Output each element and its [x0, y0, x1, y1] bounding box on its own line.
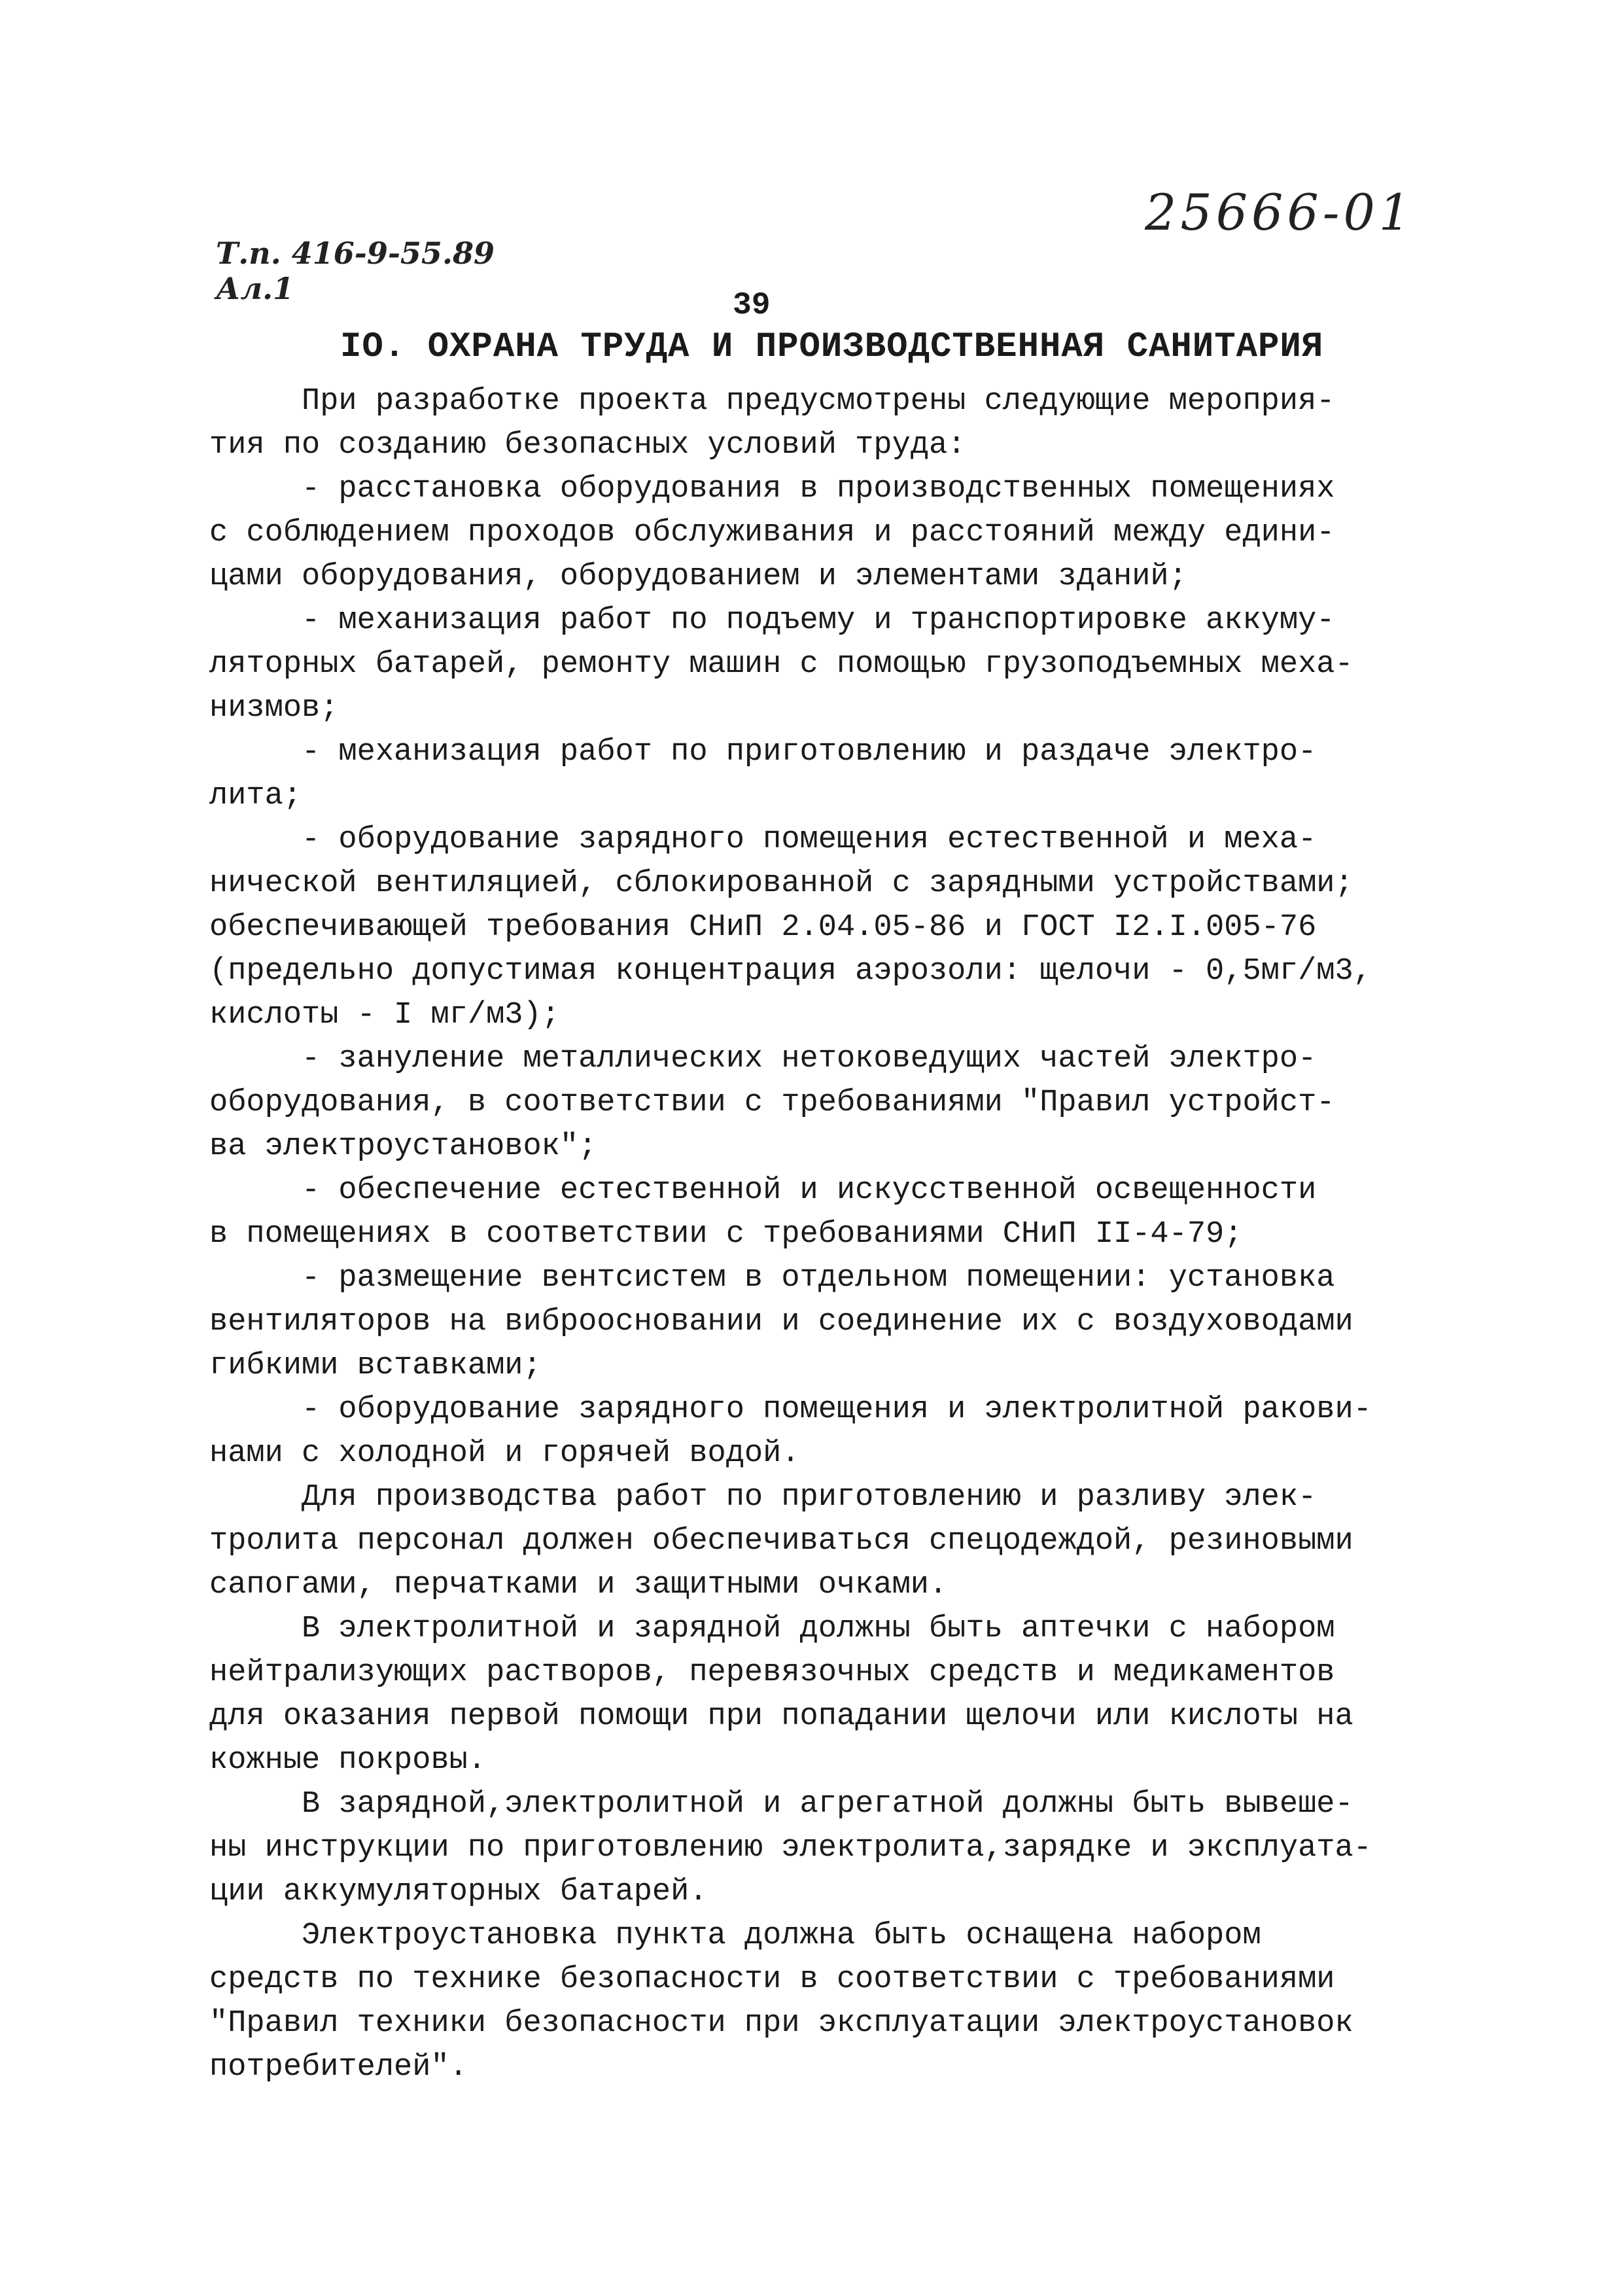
page-number: 39	[733, 288, 771, 323]
text-line: (предельно допустимая концентрация аэрозоли: щелочи - 0,5мг/м3,	[209, 954, 1372, 989]
text-line: нейтрализующих растворов, перевязочных средств и медикаментов	[209, 1655, 1335, 1690]
hand-ref-line2: Ал.1	[216, 271, 294, 306]
text-line: нами с холодной и горячей водой.	[209, 1436, 800, 1471]
text-line: ва электроустановок";	[209, 1129, 597, 1164]
text-line: кислоты - I мг/м3);	[209, 998, 560, 1033]
text-line: средств по технике безопасности в соответствии с требованиями	[209, 1962, 1335, 1997]
hand-ref-line1: Т.п. 416-9-55.89	[216, 236, 495, 271]
text-line: - механизация работ по подъему и транспортировке аккуму-	[209, 603, 1335, 638]
text-line: цами оборудования, оборудованием и элементами зданий;	[209, 559, 1187, 594]
text-line: нической вентиляцией, сблокированной с зарядными устройствами;	[209, 866, 1353, 901]
body-text	[209, 380, 1372, 2089]
text-line: - обеспечение естественной и искусственной освещенности	[209, 1173, 1317, 1208]
text-line: ции аккумуляторных батарей.	[209, 1875, 708, 1909]
text-line: оборудования, в соответствии с требованиями "Правил устройст-	[209, 1086, 1335, 1120]
text-line: потребителей".	[209, 2050, 468, 2085]
text-line: - оборудование зарядного помещения и электролитной ракови-	[209, 1392, 1372, 1427]
text-line: - расстановка оборудования в производственных помещениях	[209, 472, 1335, 506]
text-line: - размещение вентсистем в отдельном помещении: установка	[209, 1261, 1335, 1296]
handwritten-reference	[216, 236, 495, 306]
text-line: с соблюдением проходов обслуживания и расстояний между едини-	[209, 516, 1335, 550]
text-line: При разработке проекта предусмотрены следующие мероприя-	[209, 384, 1335, 419]
text-line: для оказания первой помощи при попадании щелочи или кислоты на	[209, 1699, 1353, 1734]
text-line: ляторных батарей, ремонту машин с помощью грузоподъемных меха-	[209, 647, 1353, 682]
text-line: вентиляторов на виброосновании и соединение их с воздуховодами	[209, 1305, 1353, 1339]
text-line: ны инструкции по приготовлению электролита,зарядке и эксплуата-	[209, 1831, 1372, 1865]
text-line: Для производства работ по приготовлению и разливу элек-	[209, 1480, 1317, 1515]
text-line: - оборудование зарядного помещения естественной и меха-	[209, 822, 1317, 857]
text-line: - зануление металлических нетоковедущих частей электро-	[209, 1042, 1317, 1076]
text-line: в помещениях в соответствии с требованиями СНиП II-4-79;	[209, 1217, 1243, 1252]
text-line: В электролитной и зарядной должны быть аптечки с набором	[209, 1612, 1335, 1646]
text-line: тия по созданию безопасных условий труда:	[209, 428, 966, 463]
text-line: гибкими вставками;	[209, 1349, 542, 1383]
text-line: - механизация работ по приготовлению и раздаче электро-	[209, 735, 1317, 769]
section-title: IO. ОХРАНА ТРУДА И ПРОИЗВОДСТВЕННАЯ САНИТАРИЯ	[340, 327, 1324, 367]
text-line: кожные покровы.	[209, 1743, 487, 1778]
text-line: В зарядной,электролитной и агрегатной должны быть вывеше-	[209, 1787, 1353, 1822]
text-line: сапогами, перчатками и защитными очками.	[209, 1568, 948, 1602]
text-line: лита;	[209, 779, 302, 813]
text-line: низмов;	[209, 691, 339, 726]
text-line: обеспечивающей требования СНиП 2.04.05-86 и ГОСТ I2.I.005-76	[209, 910, 1317, 945]
text-line: Электроустановка пункта должна быть оснащена набором	[209, 1918, 1261, 1953]
document-code: 25666-01	[1145, 183, 1415, 241]
text-line: "Правил техники безопасности при эксплуатации электроустановок	[209, 2006, 1353, 2041]
text-line: тролита персонал должен обеспечиваться спецодеждой, резиновыми	[209, 1524, 1353, 1559]
